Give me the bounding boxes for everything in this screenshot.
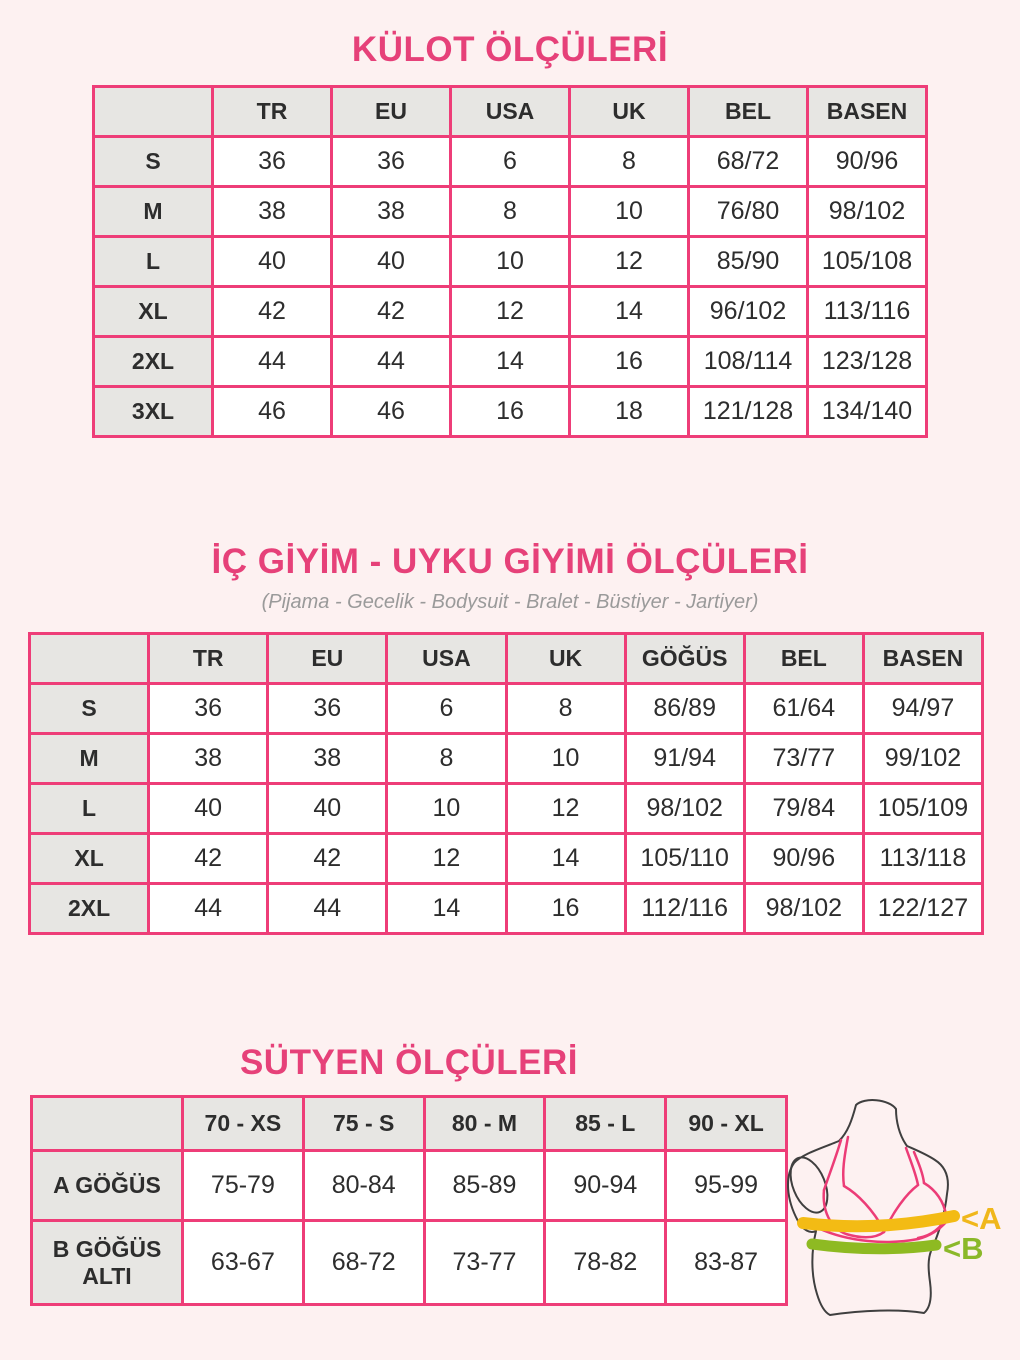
- column-header: UK: [570, 87, 689, 137]
- corner-cell: [32, 1097, 183, 1151]
- size-value-cell: 44: [332, 337, 451, 387]
- table-row: [94, 137, 927, 187]
- size-value-cell: 96/102: [689, 287, 808, 337]
- table-row: [30, 884, 983, 934]
- size-value-cell: 99/102: [863, 734, 982, 784]
- header-row: [30, 634, 983, 684]
- table-row: [94, 337, 927, 387]
- size-value-cell: 98/102: [625, 784, 744, 834]
- size-value-cell: 83-87: [666, 1221, 787, 1305]
- sutyen-size-table: [30, 1095, 788, 1306]
- bra-measurement-illustration: [778, 1082, 1020, 1360]
- size-value-cell: 73/77: [744, 734, 863, 784]
- corner-cell: [30, 634, 149, 684]
- column-header: 70 - XS: [183, 1097, 304, 1151]
- column-header: BEL: [744, 634, 863, 684]
- size-value-cell: 123/128: [808, 337, 927, 387]
- kulot-section-title: KÜLOT ÖLÇÜLERİ: [351, 30, 669, 69]
- row-label: 3XL: [94, 387, 213, 437]
- size-value-cell: 105/108: [808, 237, 927, 287]
- size-value-cell: 44: [149, 884, 268, 934]
- size-value-cell: 38: [332, 187, 451, 237]
- size-value-cell: 6: [387, 684, 506, 734]
- size-value-cell: 8: [570, 137, 689, 187]
- size-value-cell: 10: [506, 734, 625, 784]
- row-label: S: [94, 137, 213, 187]
- size-value-cell: 6: [451, 137, 570, 187]
- size-value-cell: 79/84: [744, 784, 863, 834]
- table-row: [30, 734, 983, 784]
- size-value-cell: 10: [570, 187, 689, 237]
- icgiyim-section-title: İÇ GİYİM - UYKU GİYİMİ ÖLÇÜLERİ: [211, 542, 809, 581]
- size-value-cell: 90/96: [744, 834, 863, 884]
- size-value-cell: 12: [570, 237, 689, 287]
- size-value-cell: 134/140: [808, 387, 927, 437]
- size-value-cell: 16: [506, 884, 625, 934]
- size-value-cell: 42: [213, 287, 332, 337]
- table-row: [32, 1151, 787, 1221]
- size-value-cell: 10: [387, 784, 506, 834]
- band-a: [803, 1216, 954, 1226]
- column-header: 75 - S: [303, 1097, 424, 1151]
- size-value-cell: 8: [451, 187, 570, 237]
- size-value-cell: 90/96: [808, 137, 927, 187]
- column-header: TR: [213, 87, 332, 137]
- row-label: B GÖĞÜS ALTI: [32, 1221, 183, 1305]
- size-value-cell: 8: [387, 734, 506, 784]
- size-value-cell: 12: [451, 287, 570, 337]
- column-header: BEL: [689, 87, 808, 137]
- size-value-cell: 38: [268, 734, 387, 784]
- size-value-cell: 105/110: [625, 834, 744, 884]
- table-row: [30, 784, 983, 834]
- row-label: XL: [94, 287, 213, 337]
- column-header: BASEN: [808, 87, 927, 137]
- band-b: [812, 1244, 936, 1249]
- size-value-cell: 46: [213, 387, 332, 437]
- size-value-cell: 91/94: [625, 734, 744, 784]
- size-value-cell: 98/102: [808, 187, 927, 237]
- column-header: EU: [268, 634, 387, 684]
- column-header: EU: [332, 87, 451, 137]
- size-value-cell: 40: [332, 237, 451, 287]
- size-value-cell: 73-77: [424, 1221, 545, 1305]
- row-label: XL: [30, 834, 149, 884]
- size-value-cell: 42: [332, 287, 451, 337]
- icgiyim-size-table: [28, 632, 984, 935]
- size-value-cell: 38: [149, 734, 268, 784]
- size-value-cell: 40: [149, 784, 268, 834]
- band-b-label: <B: [943, 1231, 984, 1266]
- row-label: M: [94, 187, 213, 237]
- size-value-cell: 80-84: [303, 1151, 424, 1221]
- size-value-cell: 12: [387, 834, 506, 884]
- column-header: USA: [451, 87, 570, 137]
- size-value-cell: 85-89: [424, 1151, 545, 1221]
- row-label: 2XL: [94, 337, 213, 387]
- size-value-cell: 16: [570, 337, 689, 387]
- kulot-size-table: [92, 85, 928, 438]
- size-value-cell: 36: [268, 684, 387, 734]
- column-header: UK: [506, 634, 625, 684]
- size-value-cell: 8: [506, 684, 625, 734]
- table-row: [30, 684, 983, 734]
- size-value-cell: 40: [268, 784, 387, 834]
- size-value-cell: 46: [332, 387, 451, 437]
- size-value-cell: 105/109: [863, 784, 982, 834]
- table-row: [32, 1221, 787, 1305]
- header-row: [94, 87, 927, 137]
- row-label: 2XL: [30, 884, 149, 934]
- size-value-cell: 44: [213, 337, 332, 387]
- column-header: 80 - M: [424, 1097, 545, 1151]
- size-value-cell: 75-79: [183, 1151, 304, 1221]
- size-value-cell: 14: [506, 834, 625, 884]
- size-value-cell: 63-67: [183, 1221, 304, 1305]
- table-row: [94, 287, 927, 337]
- size-value-cell: 121/128: [689, 387, 808, 437]
- column-header: GÖĞÜS: [625, 634, 744, 684]
- size-value-cell: 36: [332, 137, 451, 187]
- table-row: [94, 237, 927, 287]
- column-header: BASEN: [863, 634, 982, 684]
- size-value-cell: 36: [213, 137, 332, 187]
- size-value-cell: 78-82: [545, 1221, 666, 1305]
- icgiyim-section-subtitle: (Pijama - Gecelik - Bodysuit - Bralet - Büstiyer - Jartiyer): [261, 591, 759, 613]
- size-value-cell: 44: [268, 884, 387, 934]
- size-value-cell: 14: [451, 337, 570, 387]
- size-value-cell: 76/80: [689, 187, 808, 237]
- size-value-cell: 68/72: [689, 137, 808, 187]
- size-value-cell: 122/127: [863, 884, 982, 934]
- row-label: L: [30, 784, 149, 834]
- size-value-cell: 12: [506, 784, 625, 834]
- column-header: TR: [149, 634, 268, 684]
- row-label: A GÖĞÜS: [32, 1151, 183, 1221]
- size-value-cell: 112/116: [625, 884, 744, 934]
- sutyen-section-title: SÜTYEN ÖLÇÜLERİ: [239, 1043, 579, 1082]
- corner-cell: [94, 87, 213, 137]
- table-row: [94, 187, 927, 237]
- size-value-cell: 108/114: [689, 337, 808, 387]
- size-value-cell: 98/102: [744, 884, 863, 934]
- size-value-cell: 113/116: [808, 287, 927, 337]
- header-row: [32, 1097, 787, 1151]
- column-header: 85 - L: [545, 1097, 666, 1151]
- size-value-cell: 42: [268, 834, 387, 884]
- column-header: USA: [387, 634, 506, 684]
- size-value-cell: 42: [149, 834, 268, 884]
- row-label: M: [30, 734, 149, 784]
- size-value-cell: 94/97: [863, 684, 982, 734]
- size-value-cell: 14: [387, 884, 506, 934]
- size-value-cell: 90-94: [545, 1151, 666, 1221]
- row-label: S: [30, 684, 149, 734]
- size-value-cell: 95-99: [666, 1151, 787, 1221]
- size-value-cell: 38: [213, 187, 332, 237]
- row-label: L: [94, 237, 213, 287]
- size-value-cell: 10: [451, 237, 570, 287]
- size-value-cell: 14: [570, 287, 689, 337]
- size-value-cell: 16: [451, 387, 570, 437]
- size-value-cell: 18: [570, 387, 689, 437]
- size-value-cell: 61/64: [744, 684, 863, 734]
- size-value-cell: 68-72: [303, 1221, 424, 1305]
- size-value-cell: 113/118: [863, 834, 982, 884]
- size-value-cell: 85/90: [689, 237, 808, 287]
- size-value-cell: 40: [213, 237, 332, 287]
- band-a-label: <A: [961, 1201, 1002, 1236]
- table-row: [30, 834, 983, 884]
- size-value-cell: 86/89: [625, 684, 744, 734]
- table-row: [94, 387, 927, 437]
- size-value-cell: 36: [149, 684, 268, 734]
- column-header: 90 - XL: [666, 1097, 787, 1151]
